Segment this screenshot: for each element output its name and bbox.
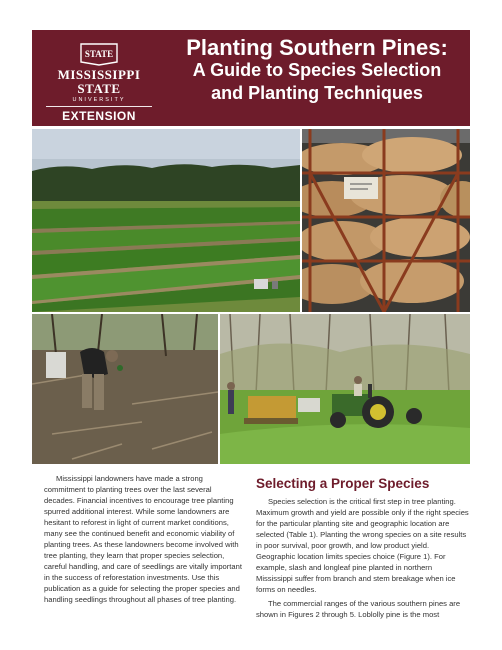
- species-paragraph-1: Species selection is the critical first step in tree planting. Maximum growth and yield are possible only if the right species for the particular planting site and geographic location are selected (Table 1). Planting the wrong species on a site results in poor survival, poor growth, and low product yield. Geographic location limits species choice (Figure 1). For example, slash and longleaf pine planted in northern Mississippi suffer from branch and stem breakage when ice forms on needles.: [256, 497, 469, 594]
- tractor-planting-photo: [220, 314, 470, 464]
- section-heading: Selecting a Proper Species: [256, 476, 430, 491]
- intro-paragraph: Mississippi landowners have made a strong commitment to planting trees over the last several decades. Financial incentives to encourage tree planting spurred additional interest. While some landowners are hesitant to reforest in light of current market conditions, many see the continued benefit and economic viability of planting trees. As these landowners become involved with tree planting, they learn that proper species selection, careful handling, and care of seedlings are vitally important in the success of reforestation investments. Use this publication as a guide for selecting the proper species and handling seedlings throughout all phases of tree planting.: [44, 474, 242, 604]
- header-banner: [32, 30, 470, 126]
- logo-university-label: UNIVERSITY: [72, 97, 126, 103]
- species-section: [256, 476, 470, 620]
- title-line-2: A Guide to Species Selection: [192, 60, 442, 80]
- intro-column: [44, 473, 244, 605]
- title-line-3: and Planting Techniques: [211, 83, 423, 103]
- seedling-nursery-field-photo: [32, 129, 300, 312]
- title-line-1: Planting Southern Pines:: [186, 35, 448, 60]
- emblem-text: STATE: [84, 49, 114, 59]
- state-emblem-icon: [77, 42, 121, 66]
- logo-extension-label: EXTENSION: [62, 109, 136, 123]
- species-paragraph-2: The commercial ranges of the various southern pines are shown in Figures 2 through 5. Loblolly pine is the most: [256, 599, 461, 619]
- document-title: [164, 36, 470, 105]
- msu-extension-logo: [40, 42, 158, 123]
- logo-divider: [46, 106, 152, 107]
- logo-university-name: MISSISSIPPI STATE: [57, 67, 141, 96]
- seedling-bags-rack-photo: [302, 129, 470, 312]
- hand-planting-photo: [32, 314, 218, 464]
